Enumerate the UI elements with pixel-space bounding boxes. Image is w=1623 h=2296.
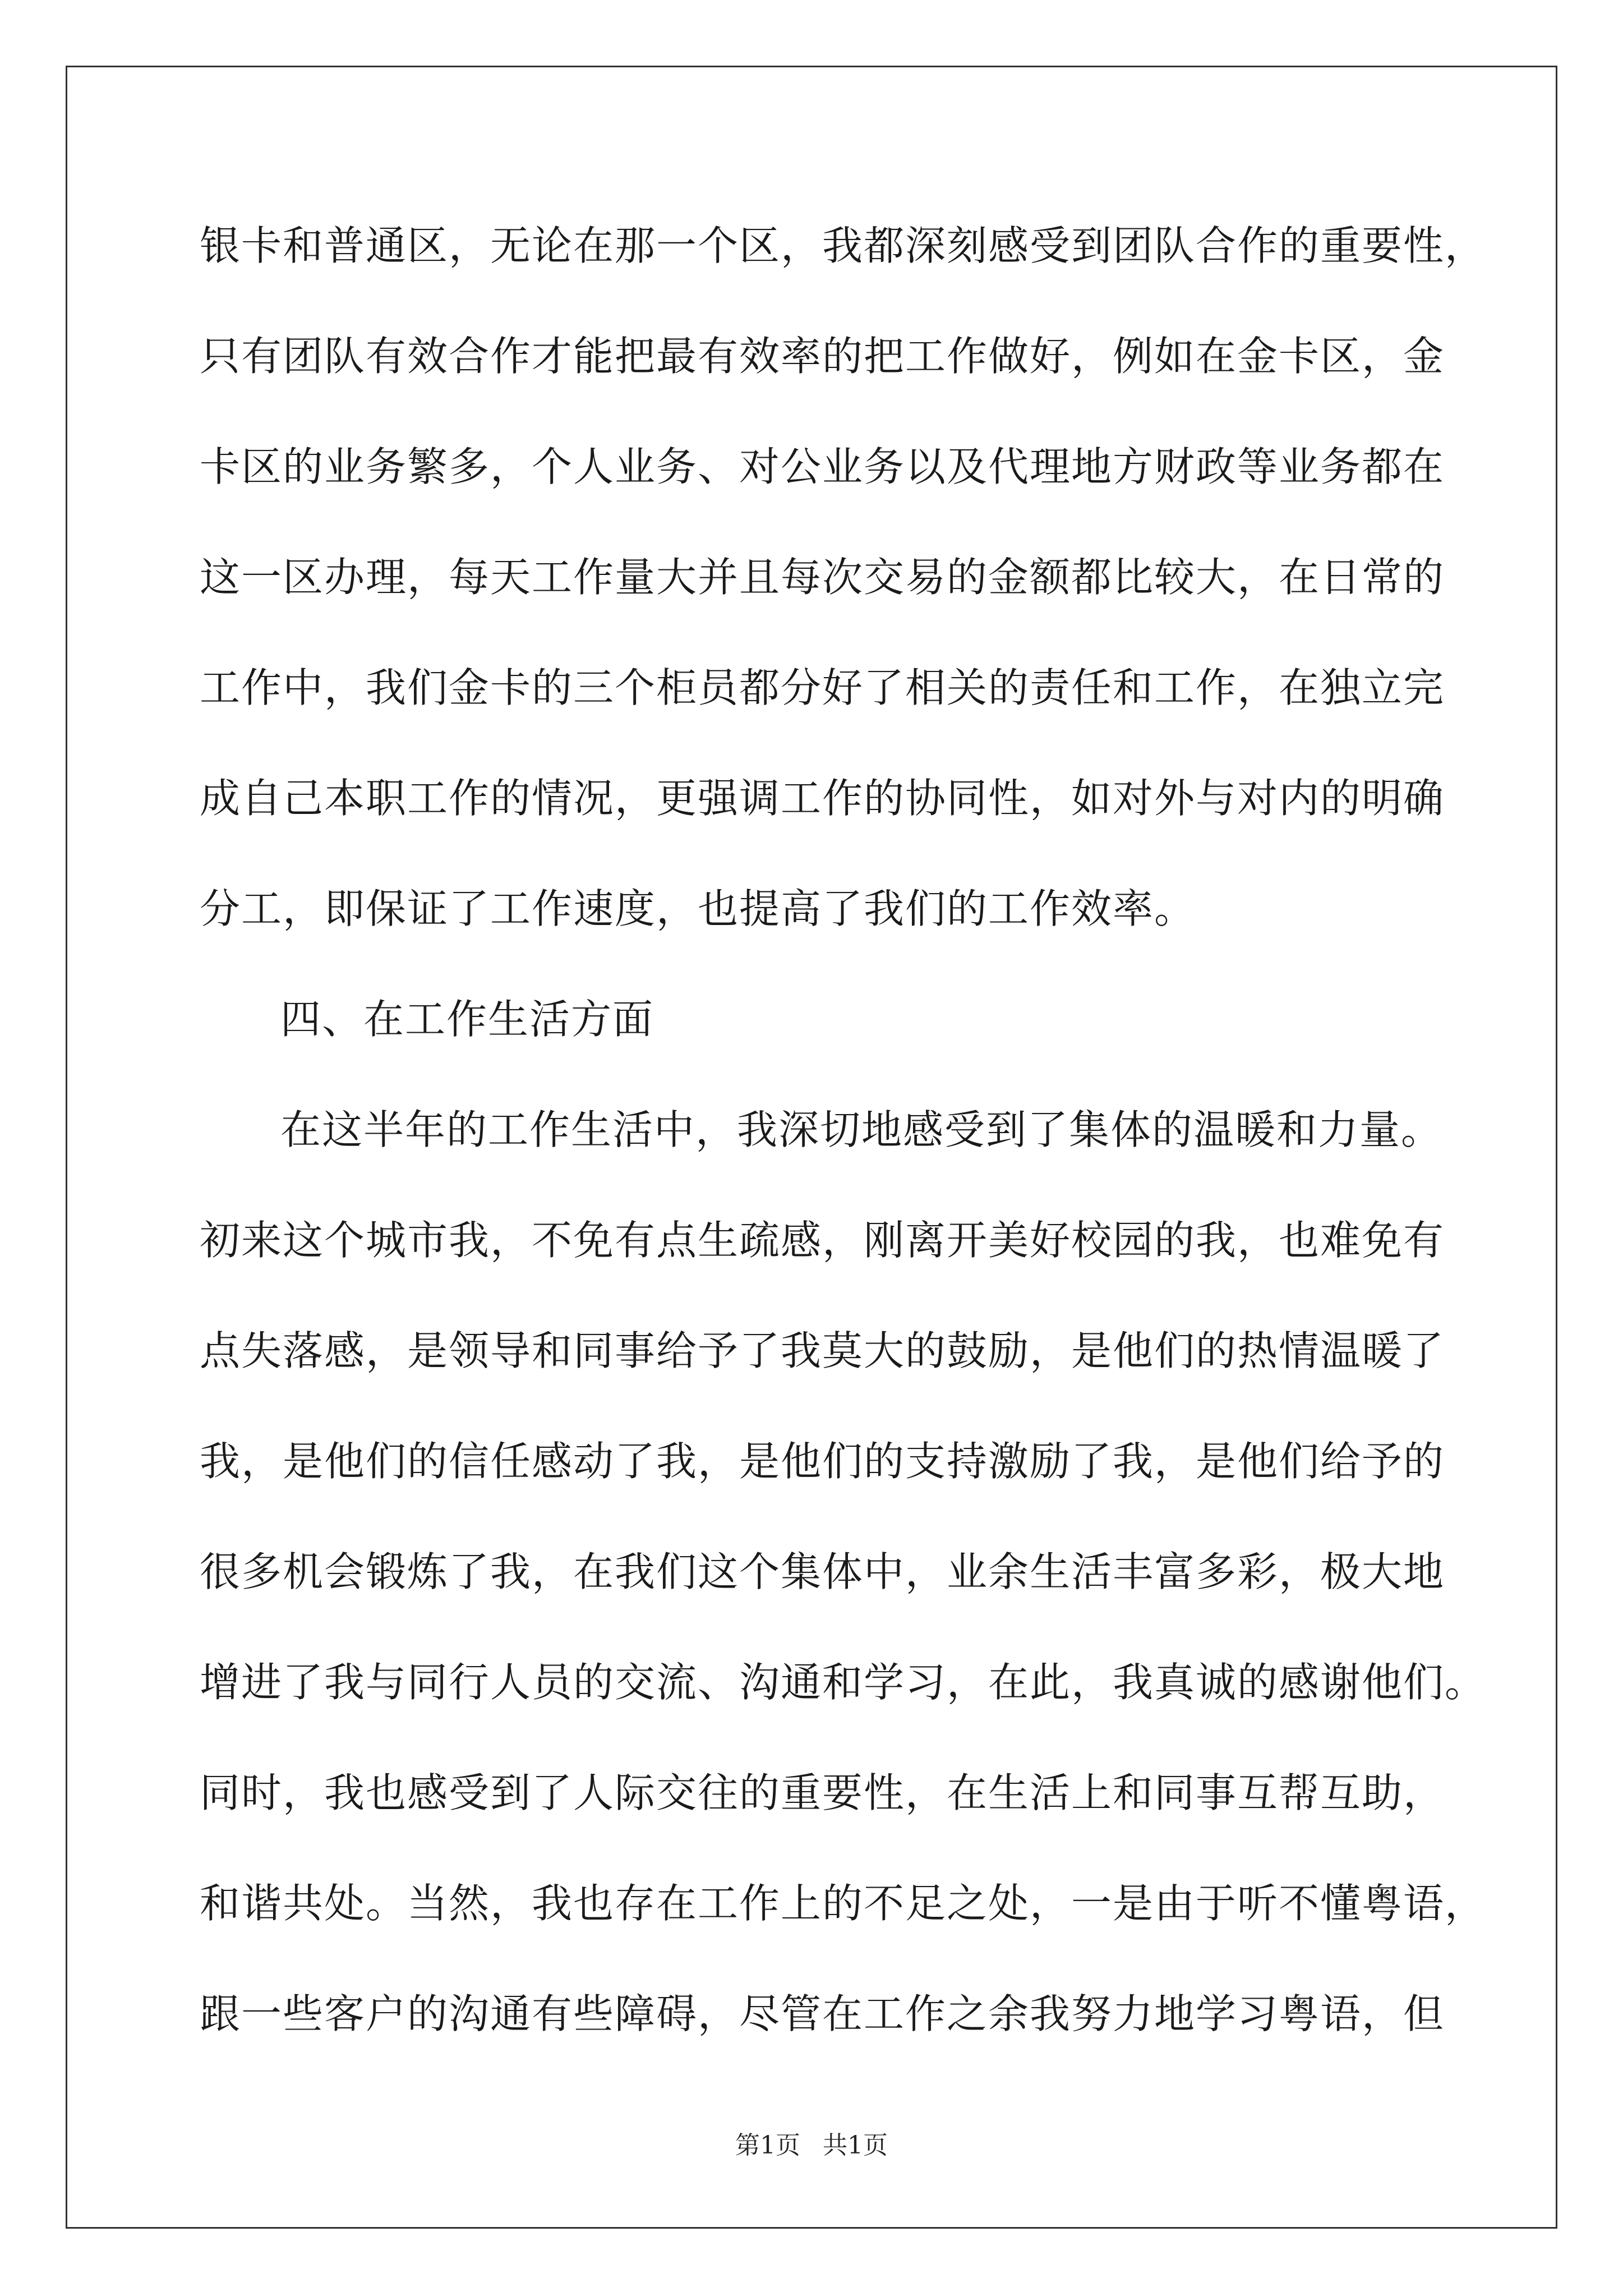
text-line-11: 点失落感，是领导和同事给予了我莫大的鼓励，是他们的热情温暖了 [200, 1327, 1445, 1374]
text-line-12: 我，是他们的信任感动了我，是他们的支持激励了我，是他们给予的 [200, 1438, 1445, 1485]
text-line-9: 在这半年的工作生活中，我深切地感受到了集体的温暖和力量。 [280, 1106, 1443, 1153]
text-line-17: 跟一些客户的沟通有些障碍，尽管在工作之余我努力地学习粤语，但 [200, 1990, 1445, 2037]
text-line-14: 增进了我与同行人员的交流、沟通和学习，在此，我真诚的感谢他们。 [200, 1659, 1487, 1706]
text-line-3: 卡区的业务繁多，个人业务、对公业务以及代理地方财政等业务都在 [200, 443, 1445, 490]
page-footer [0, 2129, 1623, 2162]
text-line-16: 和谐共处。当然，我也存在工作上的不足之处，一是由于听不懂粤语， [200, 1880, 1487, 1927]
text-line-4: 这一区办理，每天工作量大并且每次交易的金额都比较大，在日常的 [200, 554, 1445, 601]
section-heading: 四、在工作生活方面 [280, 996, 654, 1043]
text-line-15: 同时，我也感受到了人际交往的重要性，在生活上和同事互帮互助， [200, 1769, 1445, 1816]
text-line-13: 很多机会锻炼了我，在我们这个集体中，业余生活丰富多彩，极大地 [200, 1548, 1445, 1595]
text-line-1: 银卡和普通区，无论在那一个区，我都深刻感受到团队合作的重要性， [200, 222, 1487, 269]
text-line-2: 只有团队有效合作才能把最有效率的把工作做好，例如在金卡区，金 [200, 333, 1445, 380]
page-number: 第1页 [735, 2131, 800, 2160]
text-line-10: 初来这个城市我，不免有点生疏感，刚离开美好校园的我，也难免有 [200, 1217, 1445, 1264]
text-line-5: 工作中，我们金卡的三个柜员都分好了相关的责任和工作，在独立完 [200, 664, 1445, 711]
text-line-6: 成自己本职工作的情况，更强调工作的协同性，如对外与对内的明确 [200, 775, 1445, 822]
page-total: 共1页 [823, 2131, 888, 2160]
text-line-7: 分工，即保证了工作速度，也提高了我们的工作效率。 [200, 885, 1196, 932]
